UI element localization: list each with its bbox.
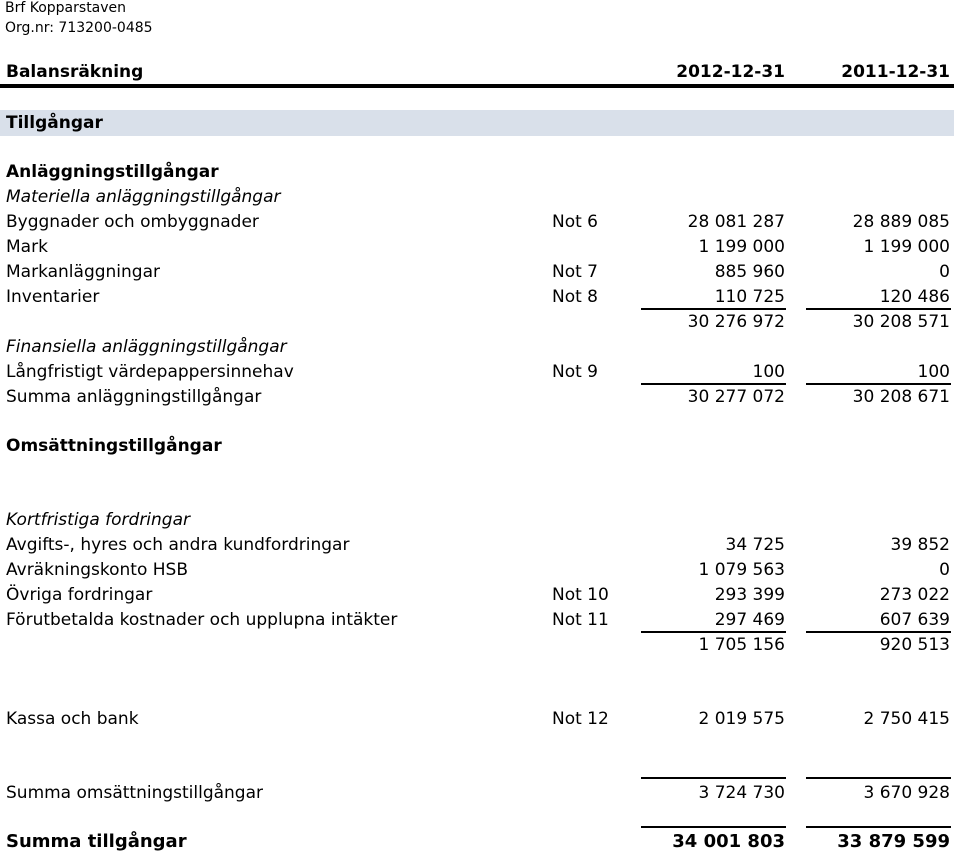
- total-value-2012: 30 277 072: [687, 387, 785, 407]
- row-value-2011: 2 750 415: [863, 709, 950, 729]
- row-label: Kassa och bank: [6, 709, 139, 729]
- row-value-2012: 110 725: [714, 287, 785, 307]
- total-rule-2012: [641, 777, 786, 779]
- subtotal-value-2012: 30 276 972: [687, 312, 785, 332]
- grand-total-rule-2012: [641, 826, 786, 828]
- row-value-2011: 607 639: [879, 610, 950, 630]
- tangible-assets-heading-row: [0, 185, 960, 209]
- row-note: Not 12: [552, 709, 609, 729]
- receivables-heading-row: [0, 508, 960, 532]
- row-value-2011: 0: [939, 262, 950, 282]
- total-value-2012: 3 724 730: [698, 783, 785, 803]
- fixed-assets-total-row: [0, 385, 960, 409]
- total-value-2011: 3 670 928: [863, 783, 950, 803]
- row-value-2011: 1 199 000: [863, 237, 950, 257]
- cash-row: [0, 707, 960, 731]
- row-value-2011: 28 889 085: [852, 212, 950, 232]
- grand-total-value-2011: 33 879 599: [837, 831, 950, 852]
- table-row: [0, 583, 960, 607]
- row-label: Inventarier: [6, 287, 100, 307]
- total-value-2011: 30 208 671: [852, 387, 950, 407]
- table-row: [0, 235, 960, 259]
- subtotal-value-2012: 1 705 156: [698, 635, 785, 655]
- grand-total-row: [0, 830, 960, 854]
- column-header-2012: 2012-12-31: [676, 62, 785, 82]
- row-label: Avräkningskonto HSB: [6, 560, 188, 580]
- row-value-2012: 34 725: [725, 535, 785, 555]
- row-label: Övriga fordringar: [6, 585, 153, 605]
- receivables-heading: Kortfristiga fordringar: [6, 510, 191, 530]
- receivables-subtotal-row: [0, 633, 960, 657]
- row-value-2011: 0: [939, 560, 950, 580]
- table-row: [0, 210, 960, 234]
- fixed-assets-heading-row: [0, 160, 960, 184]
- row-label: Byggnader och ombyggnader: [6, 212, 259, 232]
- total-rule-2011: [806, 777, 951, 779]
- fixed-assets-heading: Anläggningstillgångar: [6, 162, 219, 182]
- row-value-2011: 120 486: [879, 287, 950, 307]
- section-title-row: [0, 111, 960, 135]
- table-row: [0, 260, 960, 284]
- financial-assets-heading: Finansiella anläggningstillgångar: [6, 337, 287, 357]
- row-value-2012: 293 399: [714, 585, 785, 605]
- current-assets-heading-row: [0, 434, 960, 458]
- row-note: Not 8: [552, 287, 599, 307]
- tangible-subtotal-row: [0, 310, 960, 334]
- row-value-2012: 1 079 563: [698, 560, 785, 580]
- row-label: Långfristigt värdepappersinnehav: [6, 362, 294, 382]
- row-label: Summa omsättningstillgångar: [6, 783, 264, 803]
- row-value-2011: 39 852: [890, 535, 950, 555]
- row-value-2012: 2 019 575: [698, 709, 785, 729]
- row-value-2012: 1 199 000: [698, 237, 785, 257]
- table-row: [0, 360, 960, 384]
- row-value-2011: 273 022: [879, 585, 950, 605]
- page-title: Balansräkning: [6, 62, 144, 82]
- organization-number: Org.nr: 713200-0485: [5, 20, 153, 36]
- column-header-2011: 2011-12-31: [841, 62, 950, 82]
- row-note: Not 7: [552, 262, 599, 282]
- table-row: [0, 533, 960, 557]
- subtotal-value-2011: 30 208 571: [852, 312, 950, 332]
- row-note: Not 6: [552, 212, 599, 232]
- current-assets-total-row: [0, 781, 960, 805]
- row-note: Not 10: [552, 585, 609, 605]
- row-label: Summa anläggningstillgångar: [6, 387, 262, 407]
- section-title: Tillgångar: [6, 113, 103, 133]
- row-label: Förutbetalda kostnader och upplupna intäkter: [6, 610, 398, 630]
- row-value-2012: 297 469: [714, 610, 785, 630]
- row-label: Avgifts-, hyres och andra kundfordringar: [6, 535, 350, 555]
- tangible-assets-heading: Materiella anläggningstillgångar: [6, 187, 281, 207]
- row-label: Mark: [6, 237, 48, 257]
- grand-total-value-2012: 34 001 803: [672, 831, 785, 852]
- grand-total-label: Summa tillgångar: [6, 831, 187, 852]
- table-row: [0, 285, 960, 309]
- current-assets-heading: Omsättningstillgångar: [6, 436, 222, 456]
- financial-assets-heading-row: [0, 335, 960, 359]
- organization-name: Brf Kopparstaven: [5, 0, 127, 16]
- row-value-2012: 885 960: [714, 262, 785, 282]
- row-note: Not 9: [552, 362, 599, 382]
- balance-sheet-title-row: [0, 60, 960, 84]
- row-note: Not 11: [552, 610, 609, 630]
- row-value-2012: 100: [752, 362, 785, 382]
- table-row: [0, 608, 960, 632]
- title-divider: [0, 84, 954, 88]
- grand-total-rule-2011: [806, 826, 951, 828]
- subtotal-value-2011: 920 513: [879, 635, 950, 655]
- table-row: [0, 558, 960, 582]
- row-value-2012: 28 081 287: [687, 212, 785, 232]
- row-value-2011: 100: [917, 362, 950, 382]
- row-label: Markanläggningar: [6, 262, 161, 282]
